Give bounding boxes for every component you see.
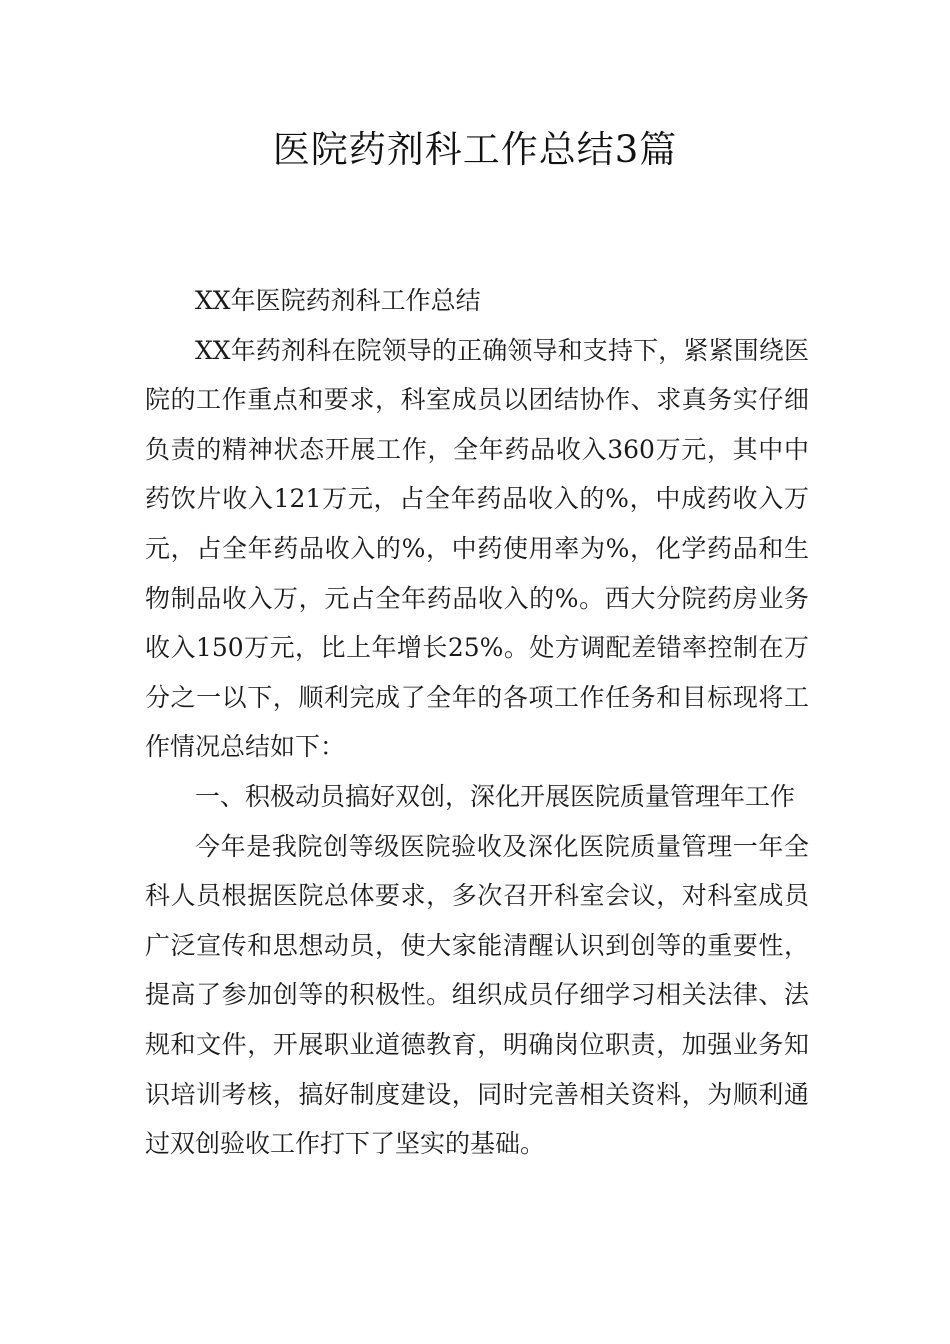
section-heading: XX年医院药剂科工作总结	[195, 286, 481, 315]
document-title: 医院药剂科工作总结3篇	[272, 128, 678, 171]
paragraph-section-1: 今年是我院创等级医院验收及深化医院质量管理一年全科人员根据医院总体要求，多次召开科室会议，对科室成员广泛宣传和思想动员，使大家能清醒认识到创等的重要性，提高了参加创等的积极性。组织成员仔细学习相关法律、法规和文件，开展职业道德教育，明确岗位职责，加强业务知识培训考核，搞好制度建设，同时完善相关资料，为顺利通过双创验收工作打下了坚实的基础。	[145, 831, 809, 1159]
paragraph-intro: XX年药剂科在院领导的正确领导和支持下，紧紧围绕医院的工作重点和要求，科室成员以团结协作、求真务实仔细负责的精神状态开展工作，全年药品收入360万元，其中中药饮片收入121万元，占全年药品收入的%，中成药收入万元，占全年药品收入的%，中药使用率为%，化学药品和生物制品收入万，元占全年药品收入的%。西大分院药房业务收入150万元，比上年增长25%。处方调配差错率控制在万分之一以下，顺利完成了全年的各项工作任务和目标现将工作情况总结如下：	[145, 335, 809, 762]
document-body	[145, 276, 809, 1169]
section-heading-1: 一、积极动员搞好双创，深化开展医院质量管理年工作	[195, 781, 796, 811]
